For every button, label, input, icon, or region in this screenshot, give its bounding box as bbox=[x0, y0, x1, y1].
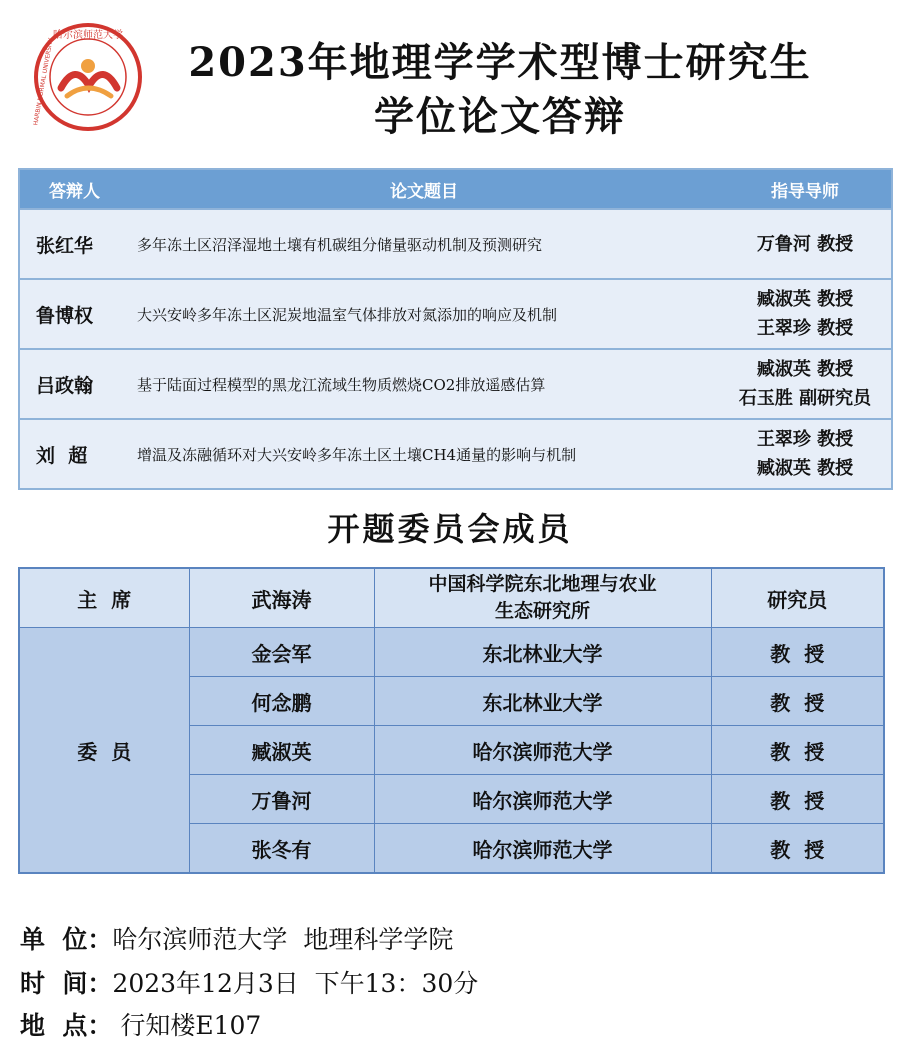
role-chair: 主 席 bbox=[19, 568, 189, 628]
advisor-cell bbox=[719, 419, 892, 489]
member-name: 万鲁河 bbox=[189, 775, 374, 824]
member-rank: 教 授 bbox=[711, 628, 884, 677]
member-rank: 教 授 bbox=[711, 677, 884, 726]
info-time-value: 2023年12月3日 下午13：30分 bbox=[112, 969, 479, 998]
header-advisor: 指导导师 bbox=[719, 169, 892, 209]
advisor-cell bbox=[719, 279, 892, 349]
member-rank: 研究员 bbox=[711, 568, 884, 628]
university-logo bbox=[33, 22, 143, 132]
institution-line: 中国科学院东北地理与农业 bbox=[428, 573, 657, 595]
thesis-table bbox=[18, 168, 893, 490]
page-title-line2: 学位论文答辩 bbox=[374, 93, 626, 140]
header-defender: 答辩人 bbox=[19, 169, 129, 209]
advisor-name: 王翠珍 教授 bbox=[756, 429, 854, 450]
advisor-name: 臧淑英 教授 bbox=[756, 289, 854, 310]
table-row bbox=[19, 568, 884, 628]
advisor-name: 臧淑英 教授 bbox=[756, 359, 854, 380]
member-institution: 东北林业大学 bbox=[374, 677, 711, 726]
info-unit-value: 哈尔滨师范大学 地理科学学院 bbox=[112, 925, 454, 954]
member-institution: 哈尔滨师范大学 bbox=[374, 726, 711, 775]
table-row bbox=[19, 209, 892, 279]
defender-name: 刘 超 bbox=[19, 419, 129, 489]
member-institution: 东北林业大学 bbox=[374, 628, 711, 677]
info-place-value: 行知楼E107 bbox=[112, 1011, 262, 1040]
role-member: 委 员 bbox=[19, 628, 189, 874]
page-title-line1: 2023年地理学学术型博士研究生 bbox=[188, 39, 812, 86]
logo-side-text: HARBIN NORMAL UNIVERSITY bbox=[33, 37, 55, 126]
advisor-name: 王翠珍 教授 bbox=[756, 318, 854, 339]
defender-name: 张红华 bbox=[19, 209, 129, 279]
advisor-name: 石玉胜 副研究员 bbox=[738, 388, 872, 409]
committee-title: 开题委员会成员 bbox=[327, 510, 573, 548]
member-institution: 哈尔滨师范大学 bbox=[374, 824, 711, 874]
member-name: 张冬有 bbox=[189, 824, 374, 874]
defender-name: 吕政翰 bbox=[19, 349, 129, 419]
defender-name: 鲁博权 bbox=[19, 279, 129, 349]
table-row bbox=[19, 419, 892, 489]
thesis-topic: 多年冻土区沼泽湿地土壤有机碳组分储量驱动机制及预测研究 bbox=[129, 209, 719, 279]
thesis-topic: 基于陆面过程模型的黑龙江流域生物质燃烧CO2排放遥感估算 bbox=[129, 349, 719, 419]
logo-arc-text: 哈尔滨师范大学 bbox=[53, 30, 123, 41]
thesis-topic: 大兴安岭多年冻土区泥炭地温室气体排放对氮添加的响应及机制 bbox=[129, 279, 719, 349]
advisor-cell bbox=[719, 209, 892, 279]
committee-table bbox=[18, 567, 885, 874]
member-institution: 哈尔滨师范大学 bbox=[374, 775, 711, 824]
info-time-label: 时 间： bbox=[20, 969, 113, 998]
info-unit-label: 单 位： bbox=[20, 925, 113, 954]
header-topic: 论文题目 bbox=[129, 169, 719, 209]
member-rank: 教 授 bbox=[711, 775, 884, 824]
member-name: 何念鹏 bbox=[189, 677, 374, 726]
advisor-name: 万鲁河 教授 bbox=[756, 233, 854, 255]
member-name: 武海涛 bbox=[189, 568, 374, 628]
member-rank: 教 授 bbox=[711, 824, 884, 874]
advisor-cell bbox=[719, 349, 892, 419]
info-unit bbox=[20, 920, 453, 956]
institution-line: 生态研究所 bbox=[494, 600, 590, 622]
table-row bbox=[19, 628, 884, 677]
thesis-topic: 增温及冻融循环对大兴安岭多年冻土区土壤CH4通量的影响与机制 bbox=[129, 419, 719, 489]
thesis-table-header bbox=[19, 169, 892, 209]
member-rank: 教 授 bbox=[711, 726, 884, 775]
info-time bbox=[20, 964, 478, 1000]
table-row bbox=[19, 349, 892, 419]
member-institution bbox=[374, 568, 711, 628]
table-row bbox=[19, 279, 892, 349]
member-name: 臧淑英 bbox=[189, 726, 374, 775]
advisor-name: 臧淑英 教授 bbox=[756, 458, 854, 479]
info-place-label: 地 点： bbox=[20, 1011, 113, 1040]
member-name: 金会军 bbox=[189, 628, 374, 677]
info-place bbox=[20, 1006, 261, 1042]
